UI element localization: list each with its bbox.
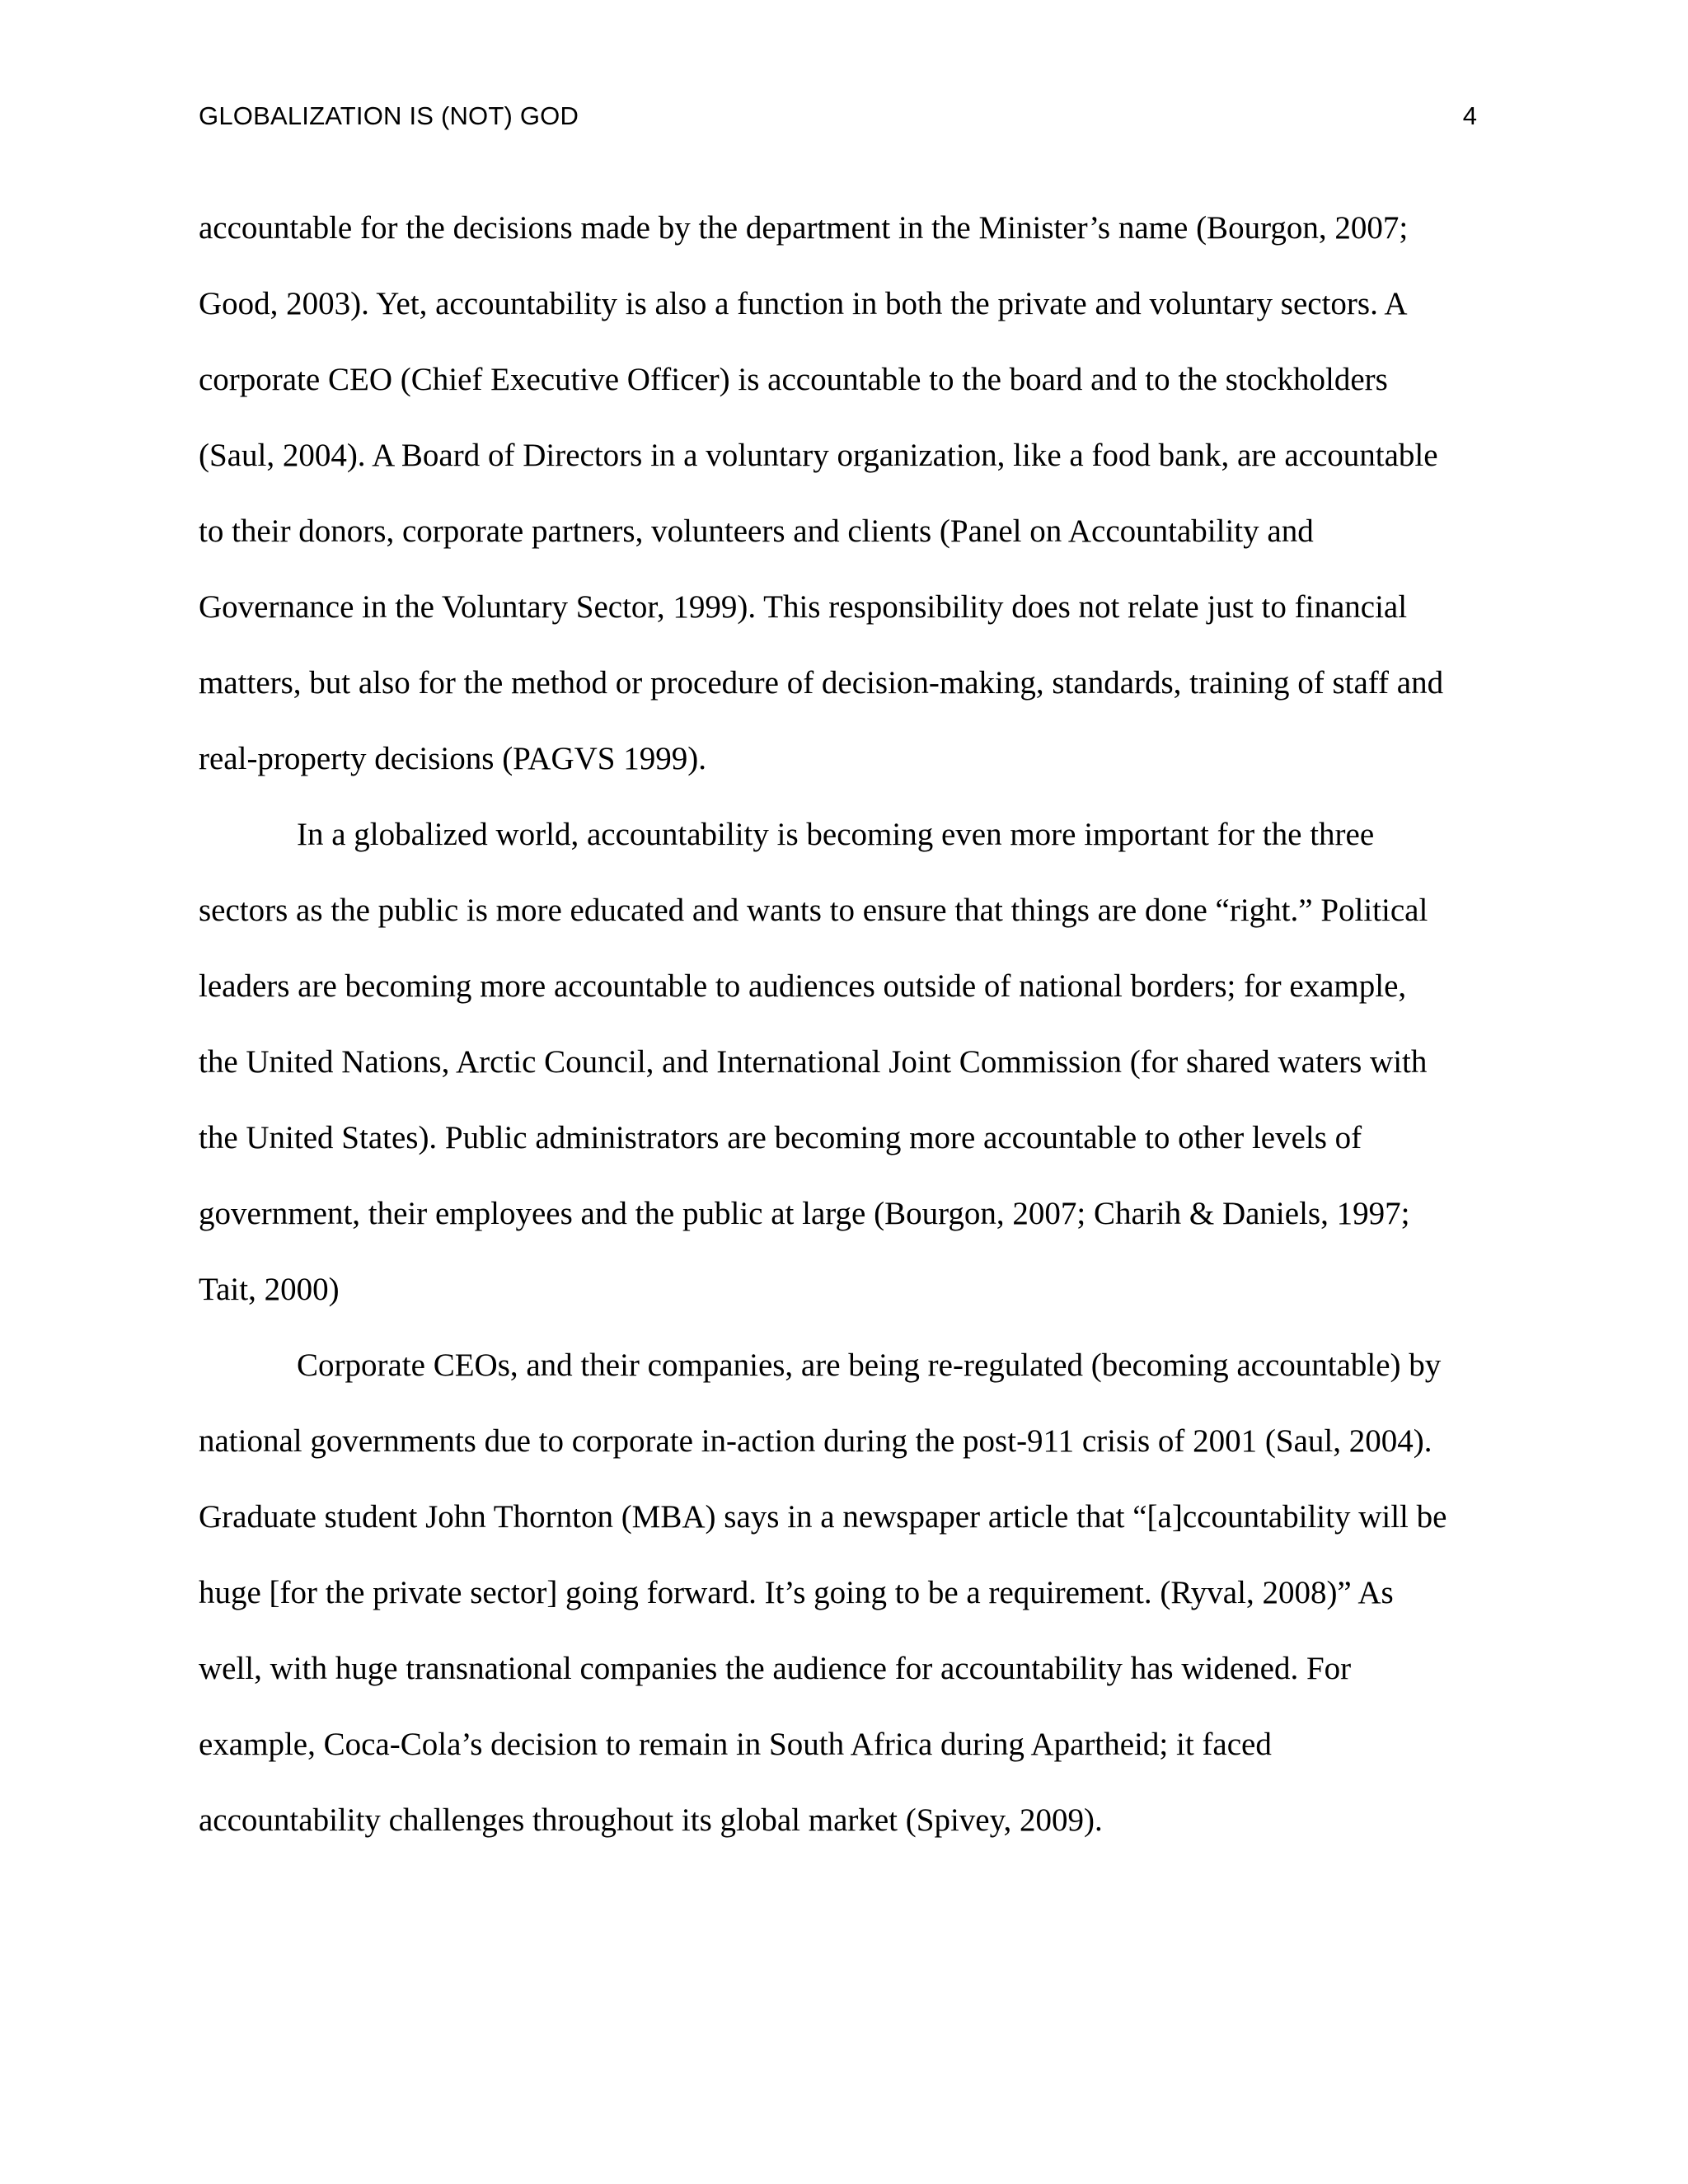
text-line: Graduate student John Thornton (MBA) says in a newspaper article that “[a]ccountability will be xyxy=(199,1499,1447,1535)
text-line: matters, but also for the method or procedure of decision-making, standards, training of staff and xyxy=(199,665,1444,701)
text-line: Good, 2003). Yet, accountability is also a function in both the private and voluntary sectors. A xyxy=(199,286,1408,321)
text-line: the United Nations, Arctic Council, and International Joint Commission (for shared waters with xyxy=(199,1044,1428,1080)
text-line: (Saul, 2004). A Board of Directors in a voluntary organization, like a food bank, are accountable xyxy=(199,438,1438,473)
text-line: leaders are becoming more accountable to audiences outside of national borders; for example, xyxy=(199,968,1407,1004)
text-line: Tait, 2000) xyxy=(199,1272,340,1307)
page-number: 4 xyxy=(1462,101,1477,130)
text-line: to their donors, corporate partners, volunteers and clients (Panel on Accountability and xyxy=(199,513,1314,549)
text-line: accountable for the decisions made by the department in the Minister’s name (Bourgon, 2007; xyxy=(199,210,1409,246)
text-line: well, with huge transnational companies the audience for accountability has widened. For xyxy=(199,1651,1352,1686)
paragraph xyxy=(199,1328,1493,1858)
text-line: national governments due to corporate in-action during the post-911 crisis of 2001 (Saul, 2004). xyxy=(199,1423,1432,1459)
text-line: real-property decisions (PAGVS 1999). xyxy=(199,741,706,776)
text-line: corporate CEO (Chief Executive Officer) is accountable to the board and to the stockholders xyxy=(199,362,1388,397)
running-head: GLOBALIZATION IS (NOT) GOD xyxy=(199,101,579,130)
text-line: Corporate CEOs, and their companies, are being re-regulated (becoming accountable) by xyxy=(297,1347,1442,1383)
text-line: government, their employees and the public at large (Bourgon, 2007; Charih & Daniels, 1997; xyxy=(199,1196,1410,1231)
text-line: example, Coca-Cola’s decision to remain in South Africa during Apartheid; it faced xyxy=(199,1727,1272,1762)
paragraph xyxy=(199,190,1493,797)
text-line: In a globalized world, accountability is becoming even more important for the three xyxy=(297,817,1375,852)
text-line: sectors as the public is more educated and wants to ensure that things are done “right.” Political xyxy=(199,893,1428,928)
text-line: the United States). Public administrators are becoming more accountable to other levels of xyxy=(199,1120,1362,1155)
text-line: accountability challenges throughout its global market (Spivey, 2009). xyxy=(199,1802,1103,1838)
text-line: Governance in the Voluntary Sector, 1999). This responsibility does not relate just to financial xyxy=(199,589,1408,625)
text-line: huge [for the private sector] going forward. It’s going to be a requirement. (Ryval, 2008)” As xyxy=(199,1575,1394,1610)
paragraph xyxy=(199,797,1493,1328)
body-text xyxy=(199,190,1493,1858)
